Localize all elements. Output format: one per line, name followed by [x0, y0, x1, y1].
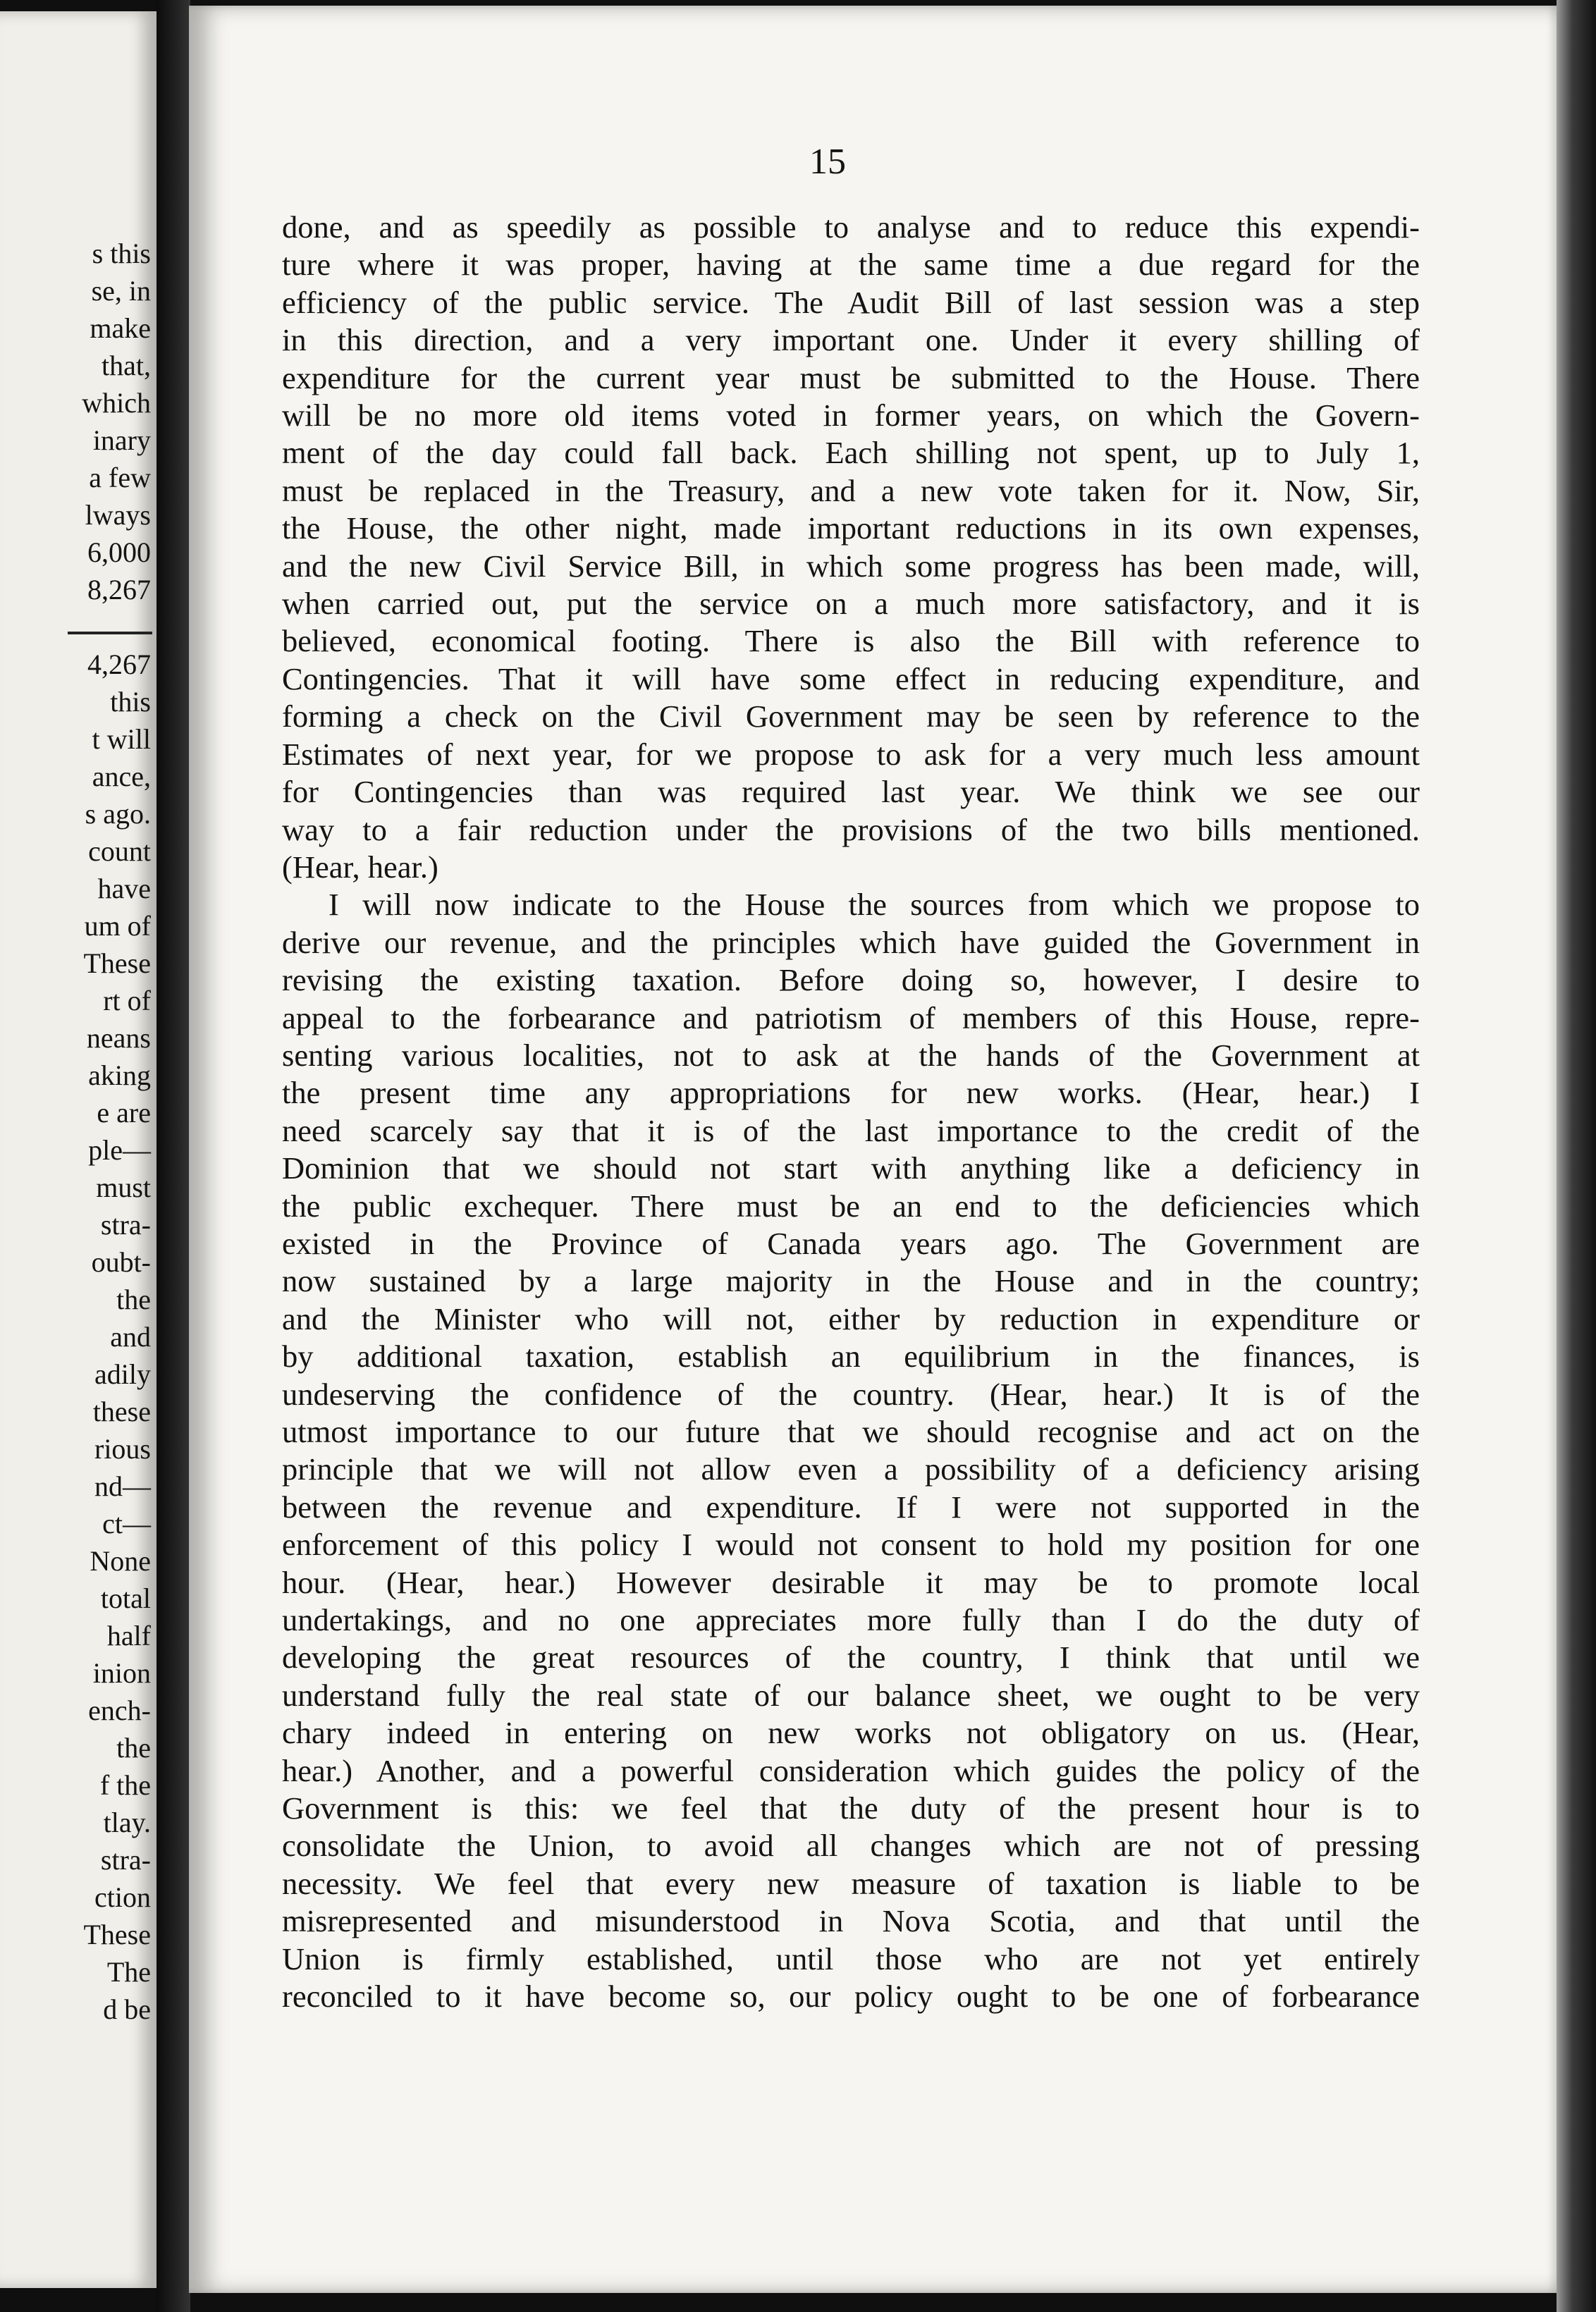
text-line: and the new Civil Service Bill, in which some progress has been made, will, [282, 548, 1420, 584]
left-line: a few [89, 462, 151, 493]
text-line: expenditure for the current year must be submitted to the House. There [282, 359, 1420, 395]
text-line: now sustained by a large majority in the House and in the country; [282, 1263, 1420, 1299]
text-line: developing the great resources of the country, I think that until we [282, 1640, 1420, 1675]
text-line: and the Minister who will not, either by reduction in expenditure or [282, 1300, 1420, 1336]
left-line: ction [94, 1881, 151, 1913]
text-line: revising the existing taxation. Before doing so, however, I desire to [282, 962, 1420, 998]
left-line: ance, [92, 761, 151, 792]
left-line: t will [92, 723, 151, 755]
text-line: Dominion that we should not start with anything like a deficiency in [282, 1150, 1420, 1186]
text-line: way to a fair reduction under the provisions of the two bills mentioned. [282, 811, 1420, 847]
left-line: that, [102, 350, 151, 381]
text-line: misrepresented and misunderstood in Nova Scotia, and that until the [282, 1903, 1420, 1939]
text-line: for Contingencies than was required last year. We think we see our [282, 774, 1420, 810]
text-line: between the revenue and expenditure. If I were not supported in the [282, 1489, 1420, 1525]
left-line: s this [92, 238, 151, 269]
text-line: Government is this: we feel that the duty of the present hour is to [282, 1790, 1420, 1826]
left-line: stra- [100, 1844, 151, 1876]
text-line: Contingencies. That it will have some effect in reducing expenditure, and [282, 660, 1420, 696]
text-line: believed, economical footing. There is also the Bill with reference to [282, 623, 1420, 659]
text-line: ture where it was proper, having at the same time a due regard for the [282, 247, 1420, 283]
page-edge-shadow [1557, 0, 1596, 2312]
text-line: reconciled to it have become so, our policy ought to be one of forbearance [282, 1979, 1420, 2015]
body-text [282, 209, 1420, 2016]
text-line: understand fully the real state of our balance sheet, we ought to be very [282, 1677, 1420, 1713]
text-line: when carried out, put the service on a much more satisfactory, and it is [282, 586, 1420, 622]
left-line: the [116, 1732, 151, 1764]
left-line: se, in [91, 275, 151, 307]
left-line: ple— [88, 1134, 151, 1166]
left-line: oubt- [91, 1246, 151, 1278]
paragraph-start-line: I will now indicate to the House the sources from which we propose to [329, 887, 1420, 923]
text-line: will be no more old items voted in former years, on which the Govern- [282, 398, 1420, 434]
text-line: undeserving the confidence of the country. (Hear, hear.) It is of the [282, 1376, 1420, 1412]
text-line: ment of the day could fall back. Each shilling not spent, up to July 1, [282, 435, 1420, 471]
text-line: the House, the other night, made important reductions in its own expenses, [282, 510, 1420, 546]
left-line: count [88, 835, 151, 867]
left-line: 6,000 [87, 536, 151, 568]
left-line: d be [103, 1993, 151, 2025]
left-line: tlay. [103, 1807, 151, 1838]
left-line: and [110, 1321, 151, 1353]
left-line: lways [85, 499, 151, 531]
left-sum-rule [68, 632, 152, 634]
text-line: by additional taxation, establish an equilibrium in the finances, is [282, 1339, 1420, 1375]
left-line: ench- [88, 1695, 151, 1726]
left-line: 4,267 [87, 648, 151, 680]
left-line: nd— [94, 1470, 151, 1502]
left-line: adily [94, 1358, 151, 1390]
text-line: the public exchequer. There must be an end to the deficiencies which [282, 1188, 1420, 1224]
left-line: None [90, 1545, 151, 1577]
text-line: existed in the Province of Canada years ago. The Government are [282, 1225, 1420, 1261]
book-gutter [156, 0, 190, 2312]
left-line: The [106, 1956, 151, 1988]
text-line: chary indeed in entering on new works not obligatory on us. (Hear, [282, 1715, 1420, 1751]
text-line: the present time any appropriations for new works. (Hear, hear.) I [282, 1075, 1420, 1111]
text-line: utmost importance to our future that we should recognise and act on the [282, 1414, 1420, 1449]
left-line: these [92, 1396, 151, 1427]
text-line: efficiency of the public service. The Audit Bill of last session was a step [282, 284, 1420, 320]
text-line: hear.) Another, and a powerful consideration which guides the policy of the [282, 1752, 1420, 1788]
left-line: f the [99, 1769, 151, 1801]
left-line: must [96, 1172, 151, 1203]
text-line: consolidate the Union, to avoid all changes which are not of pressing [282, 1828, 1420, 1864]
page-number: 15 [809, 142, 846, 182]
text-line: done, and as speedily as possible to analyse and to reduce this expendi- [282, 209, 1420, 245]
text-line: enforcement of this policy I would not consent to hold my position for one [282, 1527, 1420, 1563]
text-line: Estimates of next year, for we propose to ask for a very much less amount [282, 736, 1420, 772]
left-line: These [83, 1919, 151, 1950]
left-line: rt of [103, 985, 151, 1016]
left-line: um of [84, 910, 151, 942]
left-line: which [82, 387, 151, 419]
left-line: aking [88, 1059, 151, 1091]
left-line: ct— [102, 1508, 151, 1539]
text-line: derive our revenue, and the principles which have guided the Government in [282, 924, 1420, 960]
text-line: forming a check on the Civil Government may be seen by reference to the [282, 699, 1420, 734]
left-line: half [106, 1620, 151, 1652]
text-line: in this direction, and a very important one. Under it every shilling of [282, 322, 1420, 358]
text-line: principle that we will not allow even a possibility of a deficiency arising [282, 1451, 1420, 1487]
left-line: 8,267 [87, 574, 151, 605]
left-line: have [97, 873, 151, 904]
left-line: neans [86, 1022, 151, 1054]
text-line: must be replaced in the Treasury, and a new vote taken for it. Now, Sir, [282, 472, 1420, 508]
text-line: (Hear, hear.) [282, 849, 438, 885]
left-line: rious [94, 1433, 151, 1465]
left-line: s ago. [85, 798, 151, 830]
text-line: senting various localities, not to ask at the hands of the Government at [282, 1037, 1420, 1073]
text-line: need scarcely say that it is of the last importance to the credit of the [282, 1112, 1420, 1148]
text-line: hour. (Hear, hear.) However desirable it may be to promote local [282, 1564, 1420, 1600]
left-line: inary [92, 424, 151, 456]
left-line: inion [92, 1657, 151, 1689]
left-facing-page [0, 11, 161, 2288]
left-line: the [116, 1284, 151, 1315]
text-line: undertakings, and no one appreciates more fully than I do the duty of [282, 1602, 1420, 1638]
left-line: These [83, 947, 151, 979]
left-line: make [90, 312, 151, 344]
text-line: Union is firmly established, until those who are not yet entirely [282, 1941, 1420, 1976]
text-line: necessity. We feel that every new measure of taxation is liable to be [282, 1865, 1420, 1901]
text-line: appeal to the forbearance and patriotism of members of this House, repre- [282, 1000, 1420, 1035]
left-line: this [110, 686, 151, 718]
left-line: e are [97, 1097, 151, 1129]
left-line: total [100, 1582, 151, 1614]
left-line: stra- [100, 1209, 151, 1241]
